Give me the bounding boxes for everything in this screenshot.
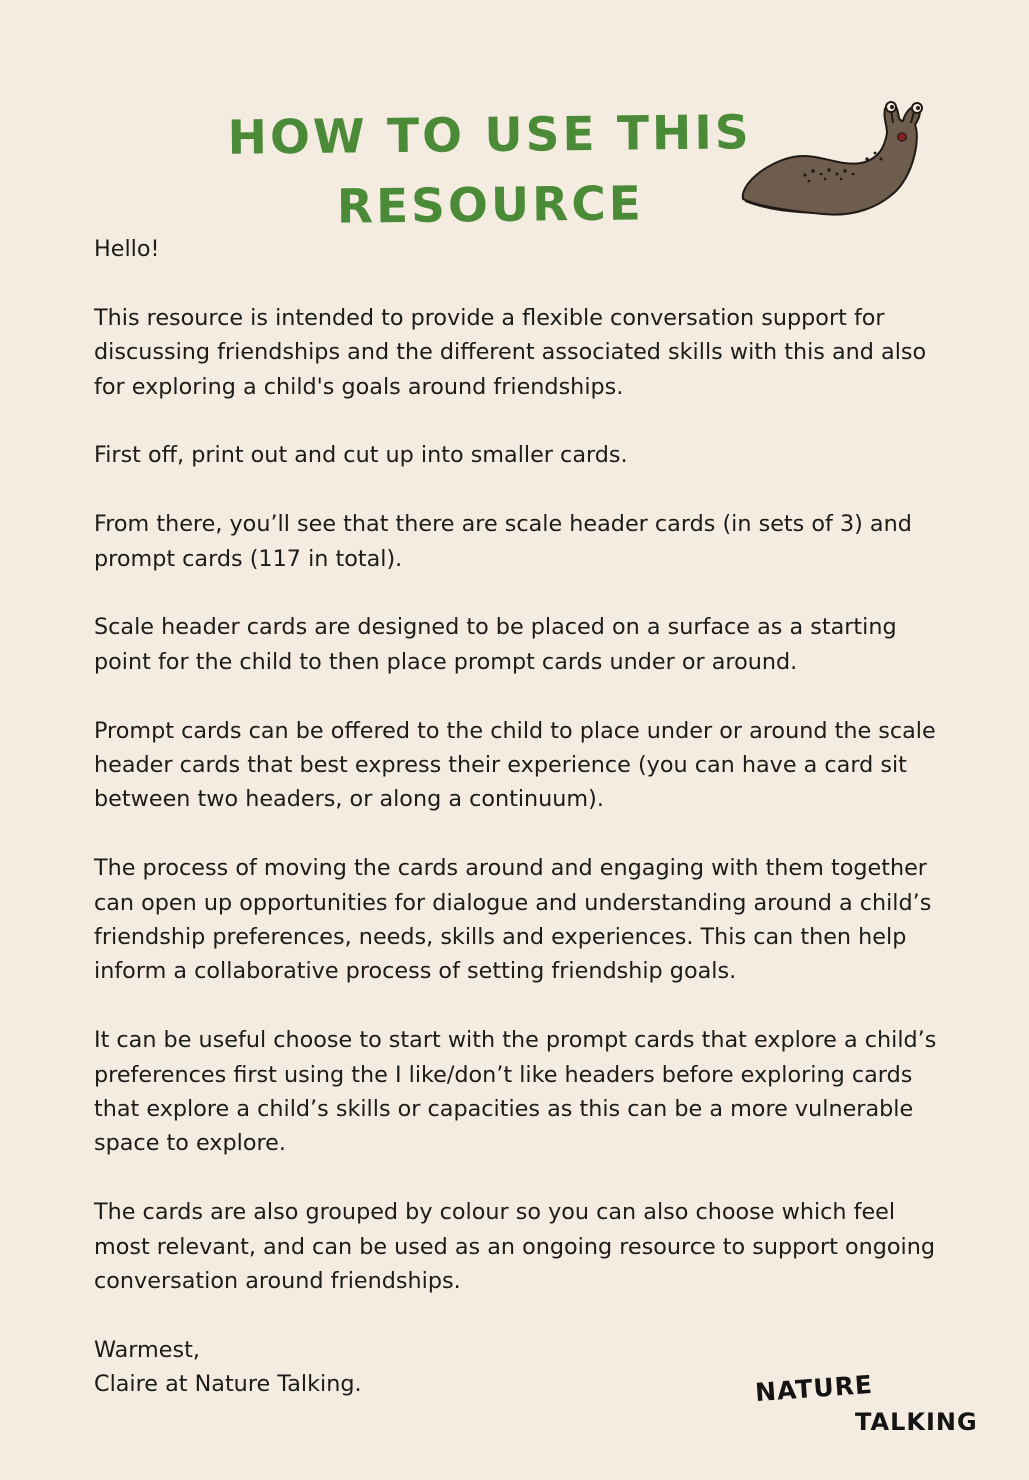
letter-body <box>94 232 954 1436</box>
logo-word-talking: TALKING <box>855 1408 978 1436</box>
paragraph: The cards are also grouped by colour so you can also choose which feel most relevant, and can be used as an ongoing resource to support ongoing conversation around friendships. <box>94 1199 935 1295</box>
paragraph: First off, print out and cut up into smaller cards. <box>94 442 628 469</box>
logo-word-nature: NATURE <box>754 1369 874 1408</box>
title-line-1: HOW TO USE THIS <box>227 105 752 167</box>
page-title <box>179 98 800 244</box>
paragraph: It can be useful choose to start with the prompt cards that explore a child’s preferences first using the I like/don’t like headers before exploring cards that explore a child’s skills or capacities as this can be a more vulnerable space to explore. <box>94 1027 937 1157</box>
slug-illustration <box>735 95 930 225</box>
paragraph: From there, you’ll see that there are scale header cards (in sets of 3) and prompt cards (117 in total). <box>94 511 912 572</box>
paragraph: The process of moving the cards around and engaging with them together can open up opportunities for dialogue and understanding around a child’s friendship preferences, needs, skills and experiences. This can then help inform a collaborative process of setting friendship goals. <box>94 855 932 985</box>
title-line-2: RESOURCE <box>336 176 645 236</box>
paragraph: This resource is intended to provide a flexible conversation support for discussing friendships and the different associated skills with this and also for exploring a child's goals around friendships. <box>94 304 927 400</box>
signoff: Warmest, Claire at Nature Talking. <box>94 1336 362 1398</box>
paragraph: Scale header cards are designed to be placed on a surface as a starting point for the child to then place prompt cards under or around. <box>94 614 897 675</box>
nature-talking-logo <box>755 1368 995 1448</box>
greeting: Hello! <box>94 236 160 262</box>
paragraph: Prompt cards can be offered to the child to place under or around the scale header cards that best express their experience (you can have a card sit between two headers, or along a continuum). <box>94 717 936 813</box>
